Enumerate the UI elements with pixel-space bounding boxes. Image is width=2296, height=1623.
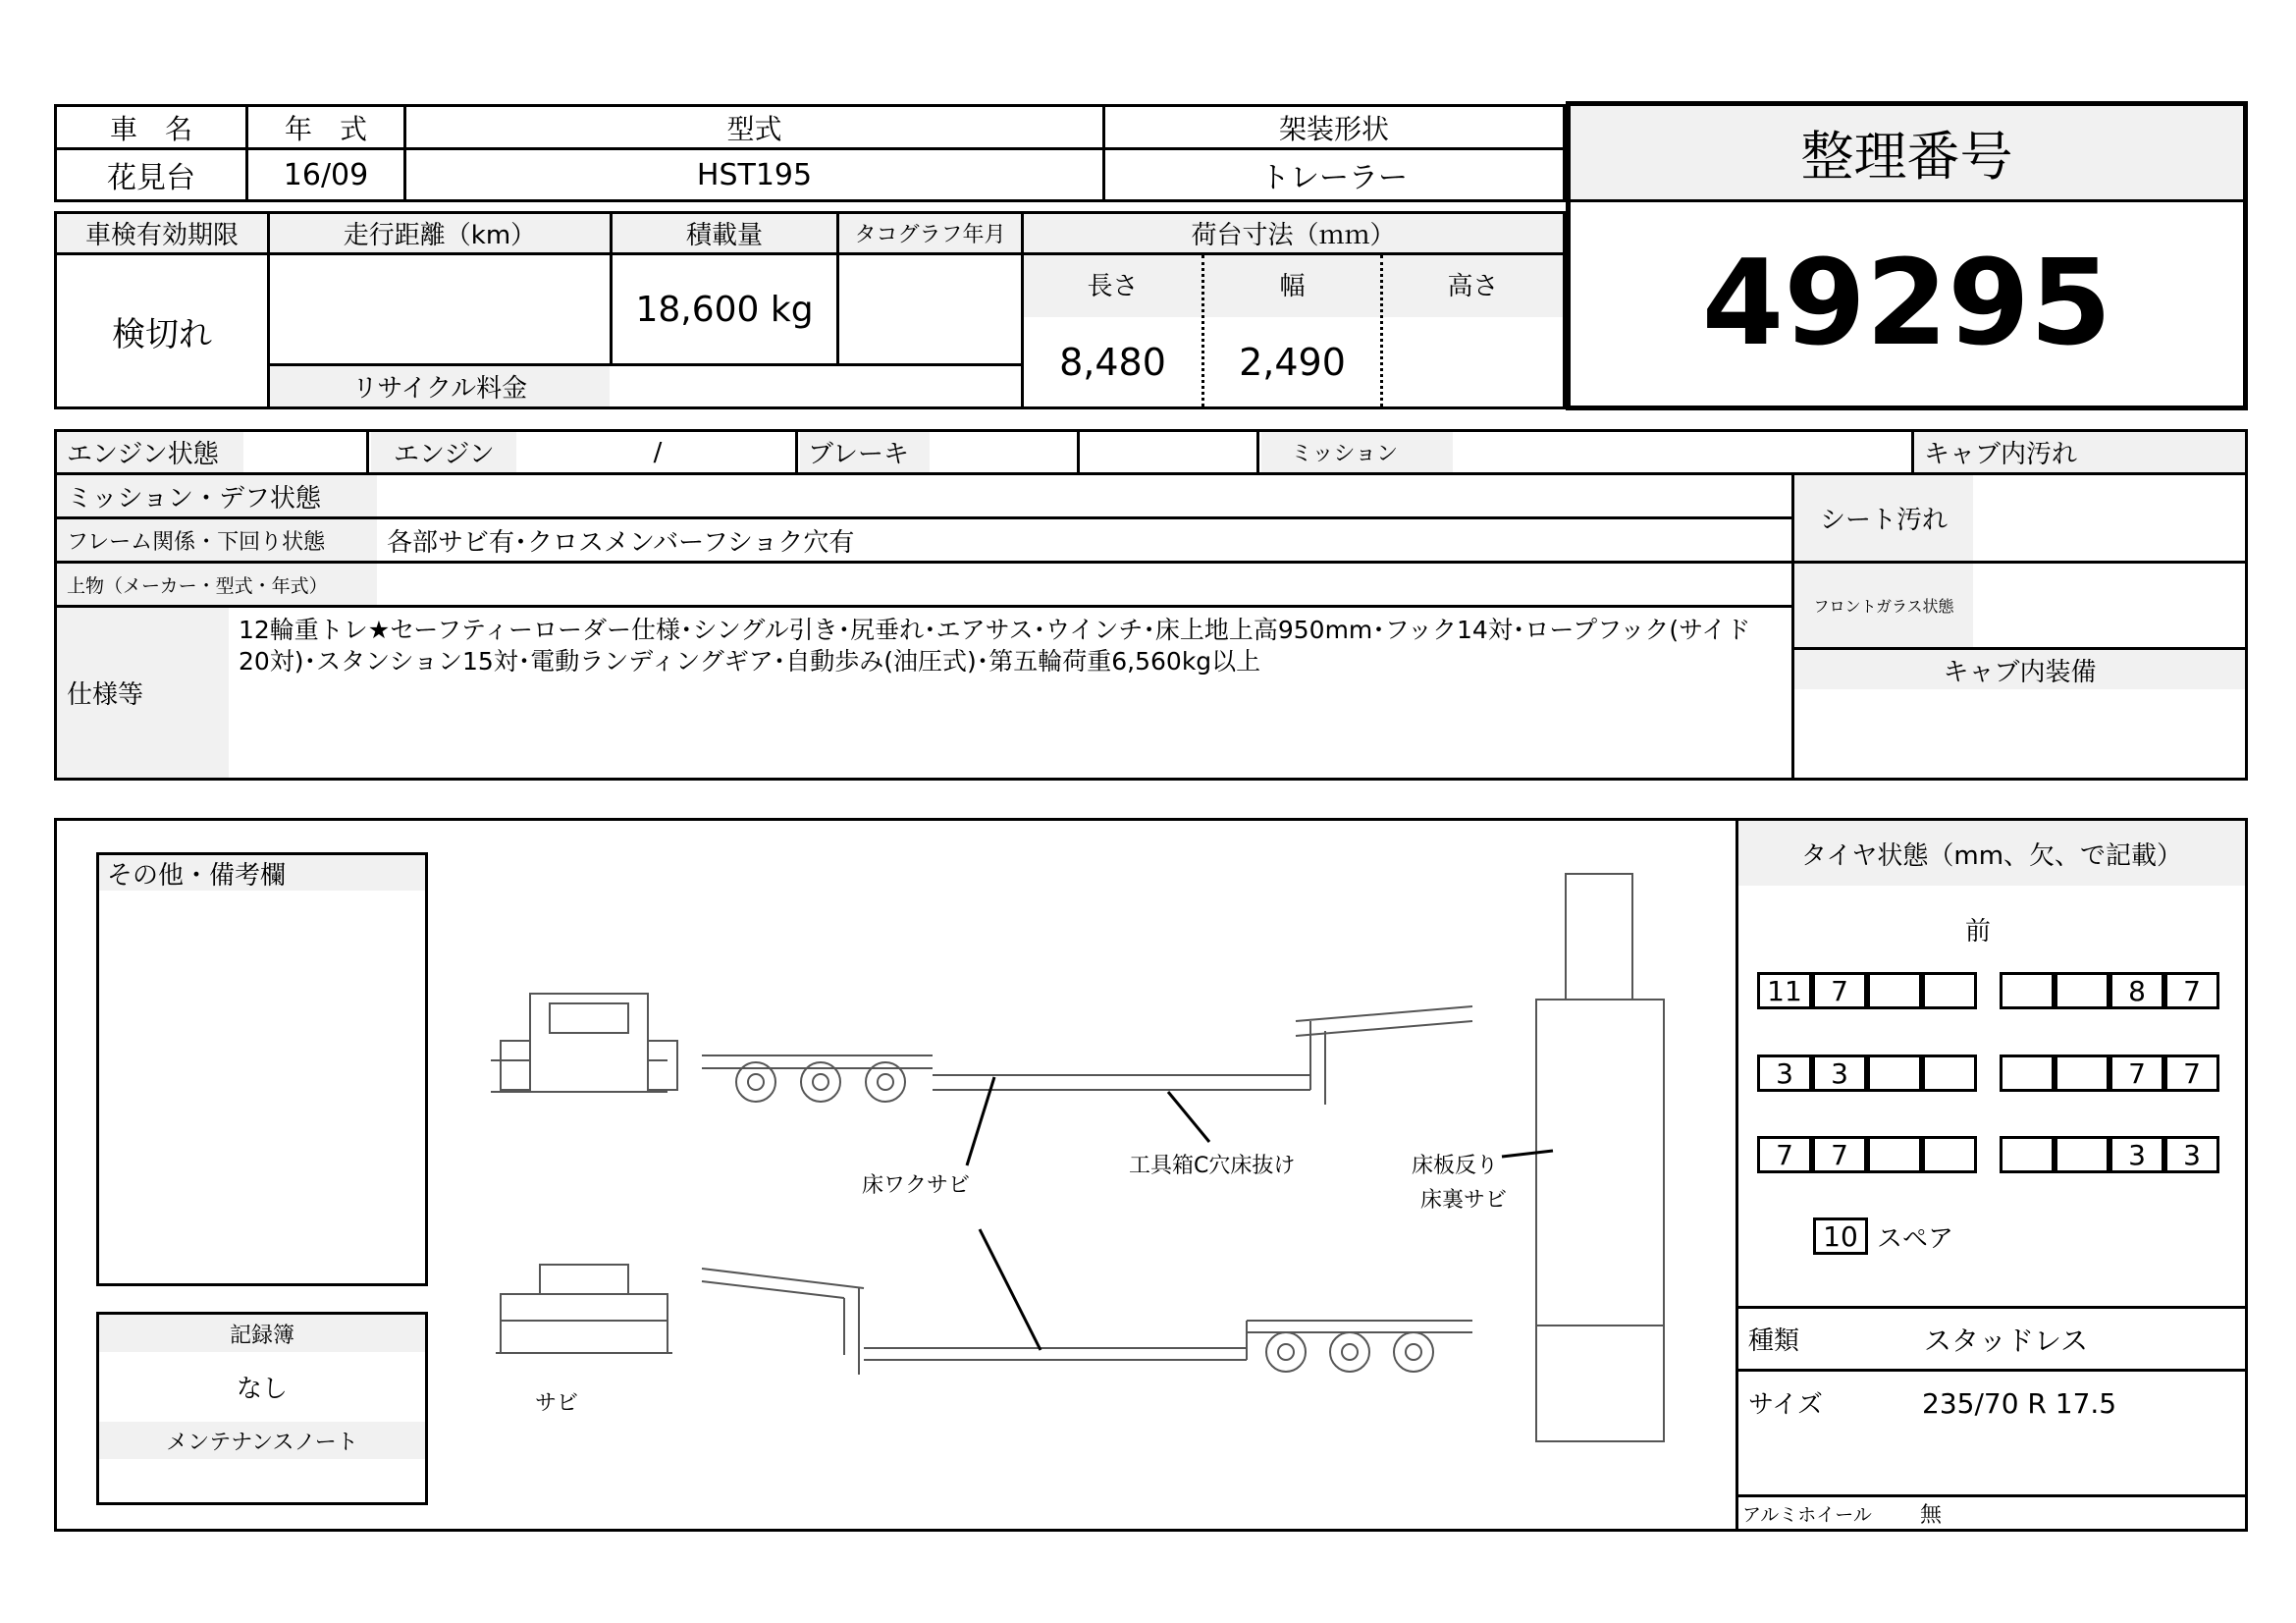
tachograph-label: タコグラフ年月 bbox=[854, 223, 1006, 247]
tire-size-label: サイズ bbox=[1748, 1390, 1823, 1420]
spec-label: 仕様等 bbox=[67, 680, 144, 710]
trailer-front-view-top bbox=[491, 994, 677, 1092]
tire-cell-right-r2-c4: 7 bbox=[2164, 1055, 2219, 1092]
alu-wheel-label: アルミホイール bbox=[1742, 1503, 1872, 1526]
cab-equip-label: キャブ内装備 bbox=[1943, 657, 2097, 687]
tire-title: タイヤ状態（mm、欠、で記載） bbox=[1800, 840, 2183, 871]
annotation-under-rust: 床裏サビ bbox=[1420, 1188, 1508, 1213]
trailer-side-view-top bbox=[702, 1006, 1472, 1105]
spare-tire-cell bbox=[1813, 1217, 1868, 1255]
load-label: 積載量 bbox=[685, 221, 763, 250]
tire-cell-right-r3-c2 bbox=[2055, 1136, 2109, 1173]
spec-line-1: 12輪重トレ★セーフティーローダー仕様･シングル引き･尻垂れ･エアサス･ウインチ･床上地上高950mm･フック14対･ロープフック(サイド bbox=[239, 616, 1751, 644]
tire-front-label: 前 bbox=[1964, 916, 1991, 947]
cab-dirt-label: キャブ内汚れ bbox=[1924, 440, 2078, 469]
windshield-label: フロントガラス状態 bbox=[1813, 597, 1954, 616]
tire-cell-right-r3-c3: 3 bbox=[2109, 1136, 2164, 1173]
tire-cell-left-r3-c2: 7 bbox=[1812, 1136, 1867, 1173]
trailer-front-view-bottom bbox=[496, 1265, 672, 1353]
tire-cell-right-r1-c2 bbox=[2055, 972, 2109, 1009]
frame-label: フレーム関係・下回り状態 bbox=[67, 529, 326, 555]
car-name-label: 車 名 bbox=[109, 112, 192, 145]
cargo-width-label: 幅 bbox=[1279, 272, 1306, 301]
tire-cell-right-r2-c3: 7 bbox=[2109, 1055, 2164, 1092]
annotation-warp: 床板反り bbox=[1412, 1154, 1499, 1178]
tire-cell-left-r2-c4 bbox=[1922, 1055, 1977, 1092]
trailer-side-view-bottom bbox=[702, 1269, 1472, 1375]
model-label: 型式 bbox=[726, 112, 782, 145]
model-value: HST195 bbox=[696, 157, 813, 192]
serial-number: 49295 bbox=[1701, 236, 2112, 372]
mission-label: ミッション bbox=[1291, 442, 1399, 466]
record-label: 記録簿 bbox=[229, 1323, 294, 1348]
tire-cell-left-r1-c1: 11 bbox=[1757, 972, 1812, 1009]
body-value: トレーラー bbox=[1260, 161, 1408, 195]
frame-value: 各部サビ有･クロスメンバーフショク穴有 bbox=[387, 527, 855, 558]
tire-cell-left-r3-c3 bbox=[1867, 1136, 1922, 1173]
upper-label: 上物（メーカー・型式・年式） bbox=[67, 574, 328, 597]
car-name-value: 花見台 bbox=[107, 161, 195, 195]
tire-cell-left-r1-c2: 7 bbox=[1812, 972, 1867, 1009]
cargo-length-value: 8,480 bbox=[1059, 340, 1166, 384]
tire-cell-left-r1-c4 bbox=[1922, 972, 1977, 1009]
remarks-label: その他・備考欄 bbox=[107, 860, 287, 891]
cargo-height-label: 高さ bbox=[1447, 272, 1499, 301]
year-label: 年 式 bbox=[284, 112, 367, 145]
tire-type-label: 種類 bbox=[1748, 1326, 1800, 1356]
tire-cell-left-r2-c1: 3 bbox=[1757, 1055, 1812, 1092]
tire-cell-right-r1-c1 bbox=[2000, 972, 2055, 1009]
annotation-toolbox: 工具箱C穴床抜け bbox=[1129, 1154, 1296, 1178]
annotation-floor-rust: 床ワクサビ bbox=[862, 1173, 971, 1198]
mission-diff-label: ミッション・デフ状態 bbox=[67, 483, 321, 514]
spec-line-2: 20対)･スタンション15対･電動ランディングギア･自動歩み(油圧式)･第五輪荷重6,560kg以上 bbox=[239, 647, 1261, 676]
cargo-dimension-label: 荷台寸法（ｍｍ） bbox=[1191, 221, 1396, 250]
trailer-deck-plan bbox=[1536, 874, 1664, 1441]
tire-cell-right-r2-c2 bbox=[2055, 1055, 2109, 1092]
leader-floor-rust-2 bbox=[980, 1229, 1041, 1350]
engine-state-label: エンジン状態 bbox=[67, 440, 219, 469]
serial-label: 整理番号 bbox=[1800, 126, 2013, 188]
record-value: なし bbox=[236, 1374, 288, 1404]
engine-separator: / bbox=[653, 437, 663, 467]
maintenance-label: メンテナンスノート bbox=[166, 1430, 358, 1455]
validity-value: 検切れ bbox=[112, 314, 212, 354]
tire-cell-right-r1-c4: 7 bbox=[2164, 972, 2219, 1009]
tire-size-value: 235/70 R 17.5 bbox=[1922, 1387, 2117, 1420]
mileage-label: 走行距離（km） bbox=[343, 221, 537, 250]
alu-wheel-value: 無 bbox=[1920, 1502, 1943, 1528]
annotation-rust: サビ bbox=[535, 1391, 579, 1416]
cargo-width-value: 2,490 bbox=[1239, 340, 1346, 384]
leader-toolbox bbox=[1168, 1092, 1209, 1142]
tire-cell-right-r3-c1 bbox=[2000, 1136, 2055, 1173]
recycle-label: リサイクル料金 bbox=[351, 374, 528, 404]
tire-cell-left-r2-c3 bbox=[1867, 1055, 1922, 1092]
spare-tire-value: 10 bbox=[1823, 1219, 1858, 1253]
body-label: 架装形状 bbox=[1278, 112, 1389, 145]
year-value: 16/09 bbox=[283, 157, 369, 192]
tire-cell-left-r3-c4 bbox=[1922, 1136, 1977, 1173]
spare-label: スペア bbox=[1877, 1223, 1954, 1254]
validity-label: 車検有効期限 bbox=[84, 221, 239, 250]
tire-type-value: スタッドレス bbox=[1924, 1324, 2089, 1357]
tire-cell-right-r1-c3: 8 bbox=[2109, 972, 2164, 1009]
tire-cell-left-r3-c1: 7 bbox=[1757, 1136, 1812, 1173]
seat-dirt-label: シート汚れ bbox=[1819, 506, 1948, 535]
cargo-length-label: 長さ bbox=[1087, 272, 1139, 301]
brake-label: ブレーキ bbox=[808, 440, 909, 469]
engine-label: エンジン bbox=[394, 440, 495, 469]
tire-cell-right-r2-c1 bbox=[2000, 1055, 2055, 1092]
tire-cell-left-r2-c2: 3 bbox=[1812, 1055, 1867, 1092]
load-value: 18,600 kg bbox=[635, 289, 814, 330]
tire-cell-right-r3-c4: 3 bbox=[2164, 1136, 2219, 1173]
tire-cell-left-r1-c3 bbox=[1867, 972, 1922, 1009]
